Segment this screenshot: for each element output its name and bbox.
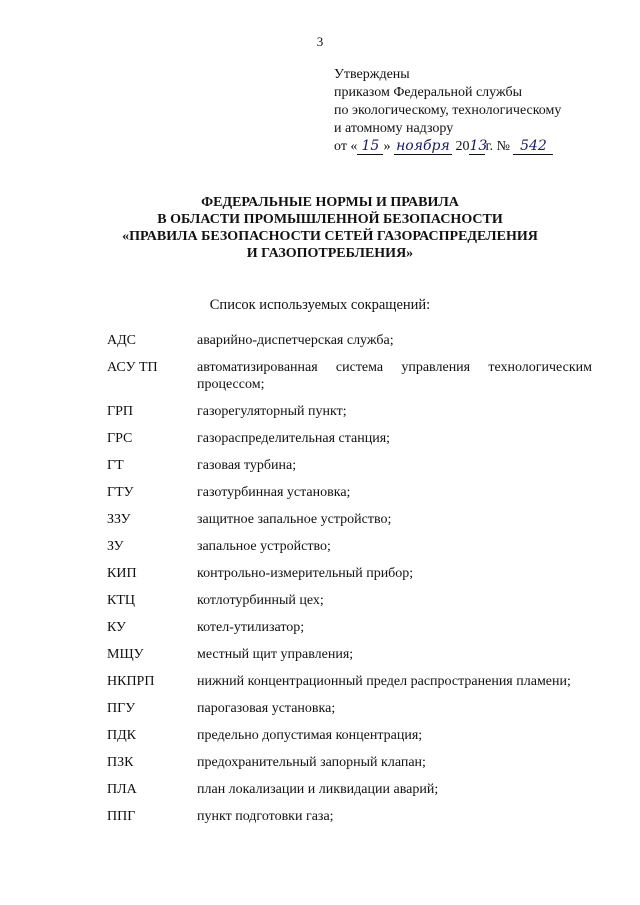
- handwritten-month: ноября: [394, 138, 452, 155]
- abbreviation-definition: газораспределительная станция;: [197, 431, 391, 446]
- approval-line: и атомному надзору: [334, 121, 454, 136]
- abbreviation-term: ГТУ: [107, 485, 134, 500]
- abbreviation-row: [107, 754, 592, 771]
- abbreviation-definition: план локализации и ликвидации аварий;: [197, 782, 439, 797]
- approval-block: [334, 66, 561, 156]
- approval-line: приказом Федеральной службы: [334, 85, 522, 100]
- abbreviation-row: [107, 673, 592, 690]
- abbreviations-list: [107, 332, 592, 835]
- abbreviation-definition: предохранительный запорный клапан;: [197, 755, 426, 770]
- abbreviations-heading: Список используемых сокращений:: [209, 297, 431, 313]
- abbreviation-definition: нижний концентрационный предел распространения пламени;: [197, 674, 571, 689]
- year-prefix: 20: [455, 139, 470, 154]
- abbreviation-definition: котел-утилизатор;: [197, 620, 305, 635]
- abbreviation-term: ЗУ: [107, 539, 124, 554]
- abbreviation-row: [107, 808, 592, 825]
- abbreviation-term: ГРС: [107, 431, 133, 446]
- abbreviation-row: [107, 565, 592, 582]
- abbreviation-row: [107, 619, 592, 636]
- abbreviation-term: АСУ ТП: [107, 360, 158, 375]
- abbreviation-term: МЩУ: [107, 647, 144, 662]
- abbreviation-definition: местный щит управления;: [197, 647, 354, 662]
- approval-date-line: [334, 138, 561, 156]
- date-day-close: »: [383, 139, 391, 154]
- abbreviation-row: [107, 781, 592, 798]
- handwritten-order-number: 542: [513, 138, 553, 155]
- abbreviation-row: [107, 484, 592, 501]
- handwritten-day: 15: [357, 138, 383, 155]
- abbreviation-term: ПЗК: [107, 755, 134, 770]
- abbreviation-definition: защитное запальное устройство;: [197, 512, 392, 527]
- title-line: В ОБЛАСТИ ПРОМЫШЛЕННОЙ БЕЗОПАСНОСТИ: [157, 212, 503, 227]
- abbreviation-row: [107, 700, 592, 717]
- abbreviation-definition: газотурбинная установка;: [197, 485, 351, 500]
- abbreviation-term: ПЛА: [107, 782, 137, 797]
- abbreviation-row: [107, 403, 592, 420]
- abbreviation-row: [107, 430, 592, 447]
- abbreviation-definition: котлотурбинный цех;: [197, 593, 324, 608]
- abbreviation-definition: предельно допустимая концентрация;: [197, 728, 423, 743]
- abbreviation-row: [107, 332, 592, 349]
- abbreviation-term: КУ: [107, 620, 126, 635]
- title-line: ФЕДЕРАЛЬНЫЕ НОРМЫ И ПРАВИЛА: [201, 195, 459, 210]
- approval-line: по экологическому, технологическому: [334, 103, 562, 118]
- abbreviation-term: КИП: [107, 566, 137, 581]
- approval-line: Утверждены: [334, 67, 410, 82]
- abbreviation-term: ПГУ: [107, 701, 136, 716]
- abbreviation-term: ЗЗУ: [107, 512, 131, 527]
- page-number: 3: [316, 34, 324, 49]
- handwritten-year: 13: [469, 138, 488, 154]
- abbreviation-row: [107, 592, 592, 609]
- abbreviation-term: НКПРП: [107, 674, 155, 689]
- abbreviation-term: ГРП: [107, 404, 133, 419]
- abbreviation-definition: аварийно-диспетчерская служба;: [197, 333, 394, 348]
- abbreviation-row: [107, 538, 592, 555]
- abbreviation-row: [107, 359, 592, 393]
- abbreviation-term: ГТ: [107, 458, 124, 473]
- year-label: г. №: [485, 139, 510, 154]
- abbreviation-definition: запальное устройство;: [197, 539, 331, 554]
- abbreviation-term: КТЦ: [107, 593, 135, 608]
- abbreviation-row: [107, 511, 592, 528]
- abbreviation-definition: автоматизированная система управления технологическим процессом;: [197, 360, 592, 392]
- abbreviation-definition: газовая турбина;: [197, 458, 297, 473]
- date-prefix: от «: [334, 139, 358, 154]
- abbreviation-definition: газорегуляторный пункт;: [197, 404, 347, 419]
- abbreviation-definition: парогазовая установка;: [197, 701, 336, 716]
- abbreviation-term: ПДК: [107, 728, 136, 743]
- abbreviation-definition: контрольно-измерительный прибор;: [197, 566, 414, 581]
- document-title: [60, 194, 600, 262]
- title-line: И ГАЗОПОТРЕБЛЕНИЯ»: [246, 246, 414, 261]
- title-line: «ПРАВИЛА БЕЗОПАСНОСТИ СЕТЕЙ ГАЗОРАСПРЕДЕЛЕНИЯ: [122, 229, 538, 244]
- abbreviation-definition: пункт подготовки газа;: [197, 809, 334, 824]
- abbreviation-row: [107, 457, 592, 474]
- abbreviation-row: [107, 727, 592, 744]
- abbreviation-term: ППГ: [107, 809, 136, 824]
- abbreviation-row: [107, 646, 592, 663]
- abbreviation-term: АДС: [107, 333, 136, 348]
